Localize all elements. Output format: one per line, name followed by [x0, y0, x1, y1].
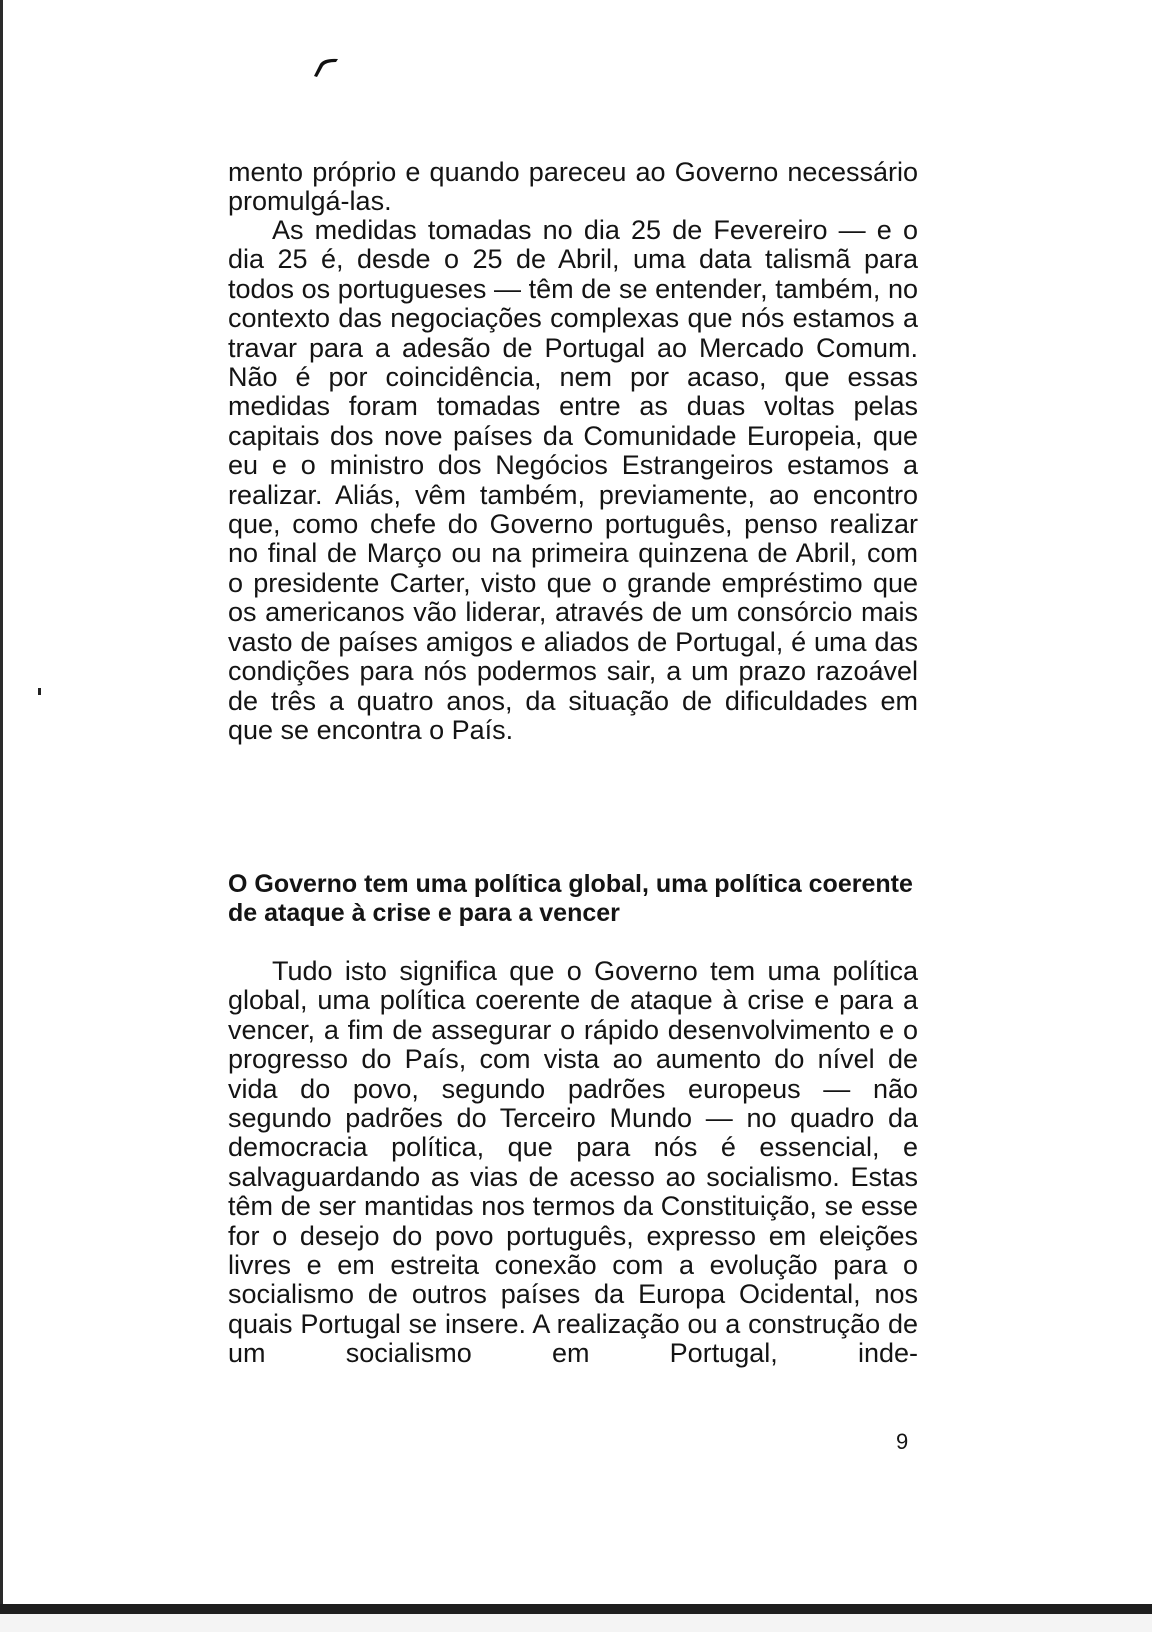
margin-mark [38, 688, 41, 695]
paragraph-3: Tudo isto significa que o Governo tem uma política global, uma política coerente de ataque à crise e para a vencer, a fim de assegurar o rápido desenvolvimento e o progresso do País, com vista ao aumento do nível de vida do povo, segundo padrões europeus — não segundo padrões do Terceiro Mundo — no quadro da democracia política, que para nós é essencial, e salvaguardando as vias de acesso ao socialismo. Estas têm de ser mantidas nos termos da Constituição, se esse for o desejo do povo português, expresso em eleições livres e em estreita conexão com a evolução para o socialismo de outros países da Europa Ocidental, nos quais Portugal se insere. A realização ou a construção de um socialismo em Portugal, inde- [228, 956, 918, 1369]
paragraph-1: mento próprio e quando pareceu ao Governo necessário promulgá-las. [228, 157, 918, 217]
page-number: 9 [896, 1429, 909, 1454]
section-heading: O Governo tem uma política global, uma política coerente de ataque à crise e para a vencer [228, 870, 913, 927]
corner-mark-icon [312, 56, 340, 78]
bottom-edge-bar [0, 1604, 1152, 1614]
paragraph-2: As medidas tomadas no dia 25 de Fevereiro — e o dia 25 é, desde o 25 de Abril, uma data talismã para todos os portugueses — têm de se entender, também, no contexto das negociações complexas que nós estamos a travar para a adesão de Portugal ao Mercado Comum. Não é por coincidência, nem por acaso, que essas medidas foram tomadas entre as duas voltas pelas capitais dos nove países da Comunidade Europeia, que eu e o ministro dos Negócios Estrangeiros estamos a realizar. Aliás, vêm também, previamente, ao encontro que, como chefe do Governo português, penso realizar no final de Março ou na primeira quinzena de Abril, com o presidente Carter, visto que o grande empréstimo que os americanos vão liderar, através de um consórcio mais vasto de países amigos e aliados de Portugal, é uma das condições para nós podermos sair, a um prazo razoável de três a quatro anos, da situação de dificuldades em que se encontra o País. [228, 215, 918, 745]
bottom-edge-shade [0, 1614, 1152, 1632]
page-left-edge [0, 0, 3, 1632]
